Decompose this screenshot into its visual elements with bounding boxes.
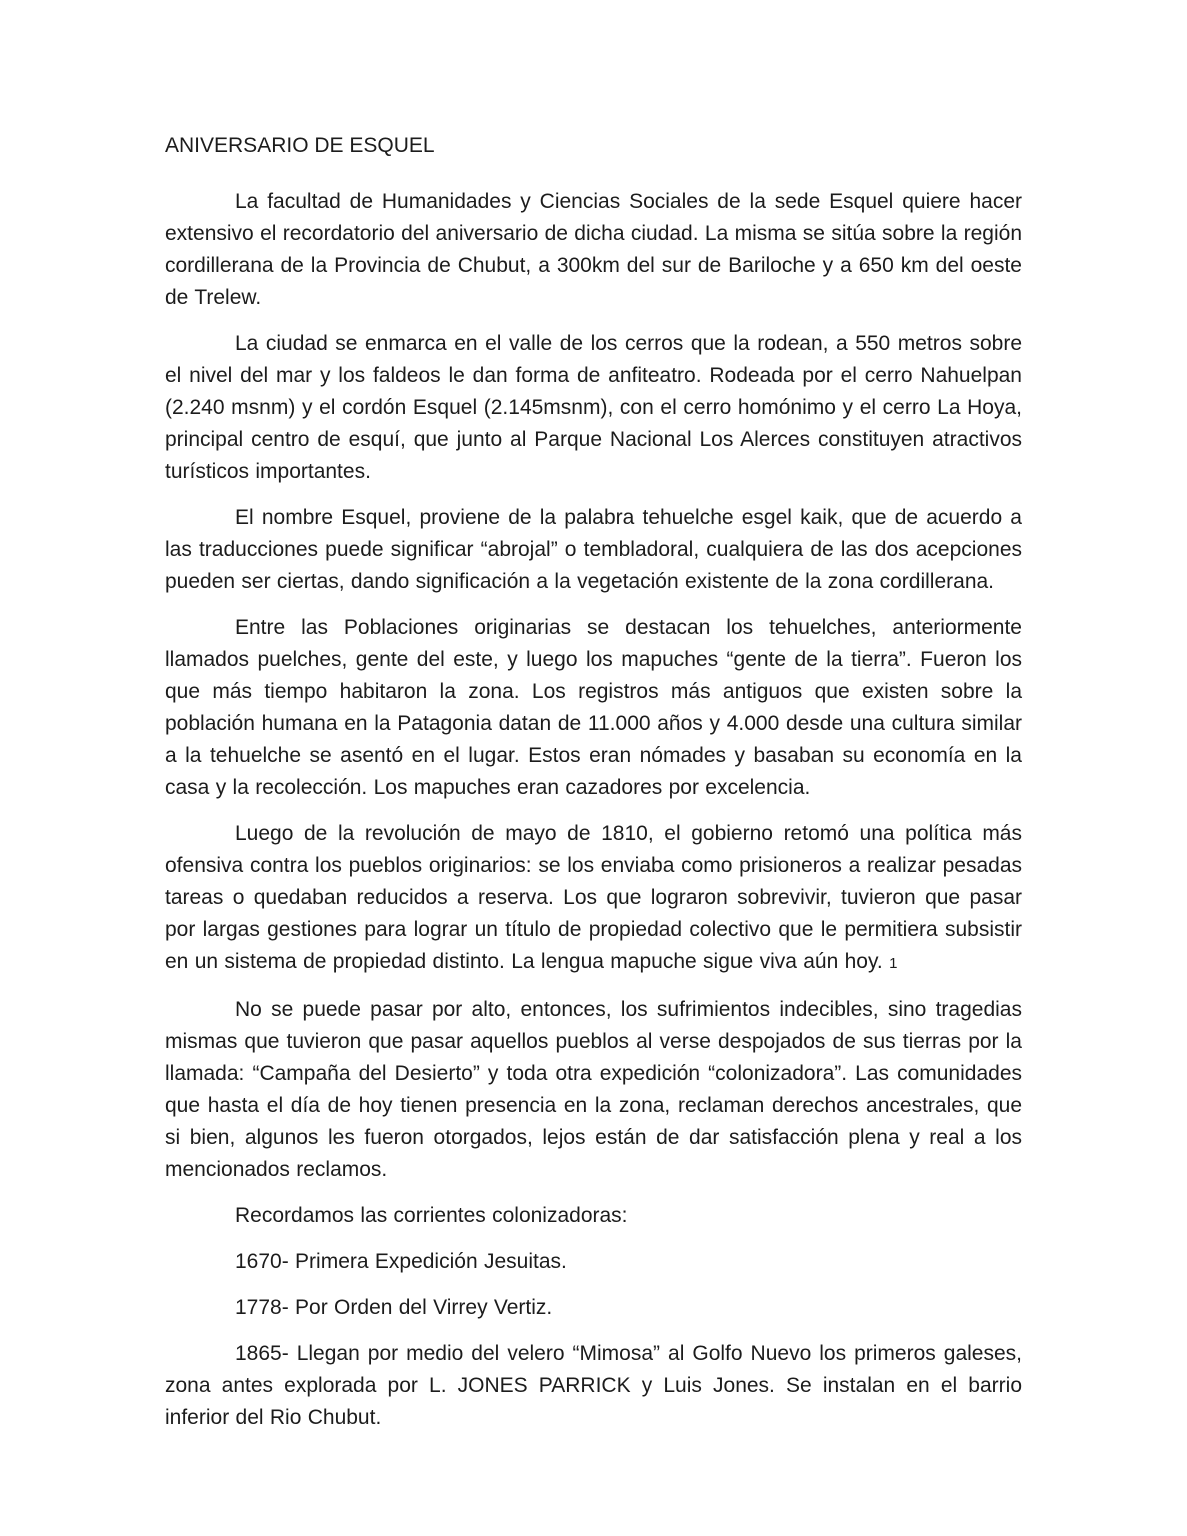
paragraph-1810-policy — [165, 818, 1022, 980]
document-title: ANIVERSARIO DE ESQUEL — [165, 134, 435, 157]
paragraph-name-origin: El nombre Esquel, proviene de la palabra tehuelche esgel kaik, que de acuerdo a las traducciones puede significar “abrojal” o tembladoral, cualquiera de las dos acepciones pueden ser ciertas, dando significación a la vegetación existente de la zona cordillerana. — [165, 506, 1022, 593]
paragraph-1810-policy-text: Luego de la revolución de mayo de 1810, el gobierno retomó una política más ofensiva contra los pueblos originarios: se los enviaba como prisioneros a realizar pesadas tareas o quedaban reducidos a reserva. Los que lograron sobrevivir, tuvieron que pasar por largas gestiones para lograr un título de propiedad colectivo que le permitiera subsistir en un sistema de propiedad distinto. La lengua mapuche sigue viva aún hoy. — [165, 822, 1022, 973]
paragraph-original-peoples: Entre las Poblaciones originarias se destacan los tehuelches, anteriormente llamados puelches, gente del este, y luego los mapuches “gente de la tierra”. Fueron los que más tiempo habitaron la zona. Los registros más antiguos que existen sobre la población humana en la Patagonia datan de 11.000 años y 4.000 desde una cultura similar a la tehuelche se asentó en el lugar. Estos eran nómades y basaban su economía en la casa y la recolección. Los mapuches eran cazadores por excelencia. — [165, 616, 1022, 799]
paragraph-intro: La facultad de Humanidades y Ciencias Sociales de la sede Esquel quiere hacer extensivo el recordatorio del aniversario de dicha ciudad. La misma se sitúa sobre la región cordillerana de la Provincia de Chubut, a 300km del sur de Bariloche y a 650 km del oeste de Trelew. — [165, 190, 1022, 309]
footnote-reference: 1 — [889, 955, 898, 972]
paragraph-sufferings: No se puede pasar por alto, entonces, los sufrimientos indecibles, sino tragedias mismas que tuvieron que pasar aquellos pueblos al verse despojados de sus tierras por la llamada: “Campaña del Desierto” y toda otra expedición “colonizadora”. Las comunidades que hasta el día de hoy tienen presencia en la zona, reclaman derechos ancestrales, que si bien, algunos les fueron otorgados, lejos están de dar satisfacción plena y real a los mencionados reclamos. — [165, 998, 1022, 1181]
paragraph-geography: La ciudad se enmarca en el valle de los cerros que la rodean, a 550 metros sobre el nivel del mar y los faldeos le dan forma de anfiteatro. Rodeada por el cerro Nahuelpan (2.240 msnm) y el cordón Esquel (2.145msnm), con el cerro homónimo y el cerro La Hoya, principal centro de esquí, que junto al Parque Nacional Los Alerces constituyen atractivos turísticos importantes. — [165, 332, 1022, 483]
paragraph-colonizing-currents-heading: Recordamos las corrientes colonizadoras: — [235, 1204, 628, 1227]
paragraph-1778: 1778- Por Orden del Virrey Vertiz. — [235, 1296, 553, 1319]
paragraph-1670: 1670- Primera Expedición Jesuitas. — [235, 1250, 567, 1273]
paragraph-1865: 1865- Llegan por medio del velero “Mimosa” al Golfo Nuevo los primeros galeses, zona antes explorada por L. JONES PARRICK y Luis Jones. Se instalan en el barrio inferior del Rio Chubut. — [165, 1342, 1022, 1429]
